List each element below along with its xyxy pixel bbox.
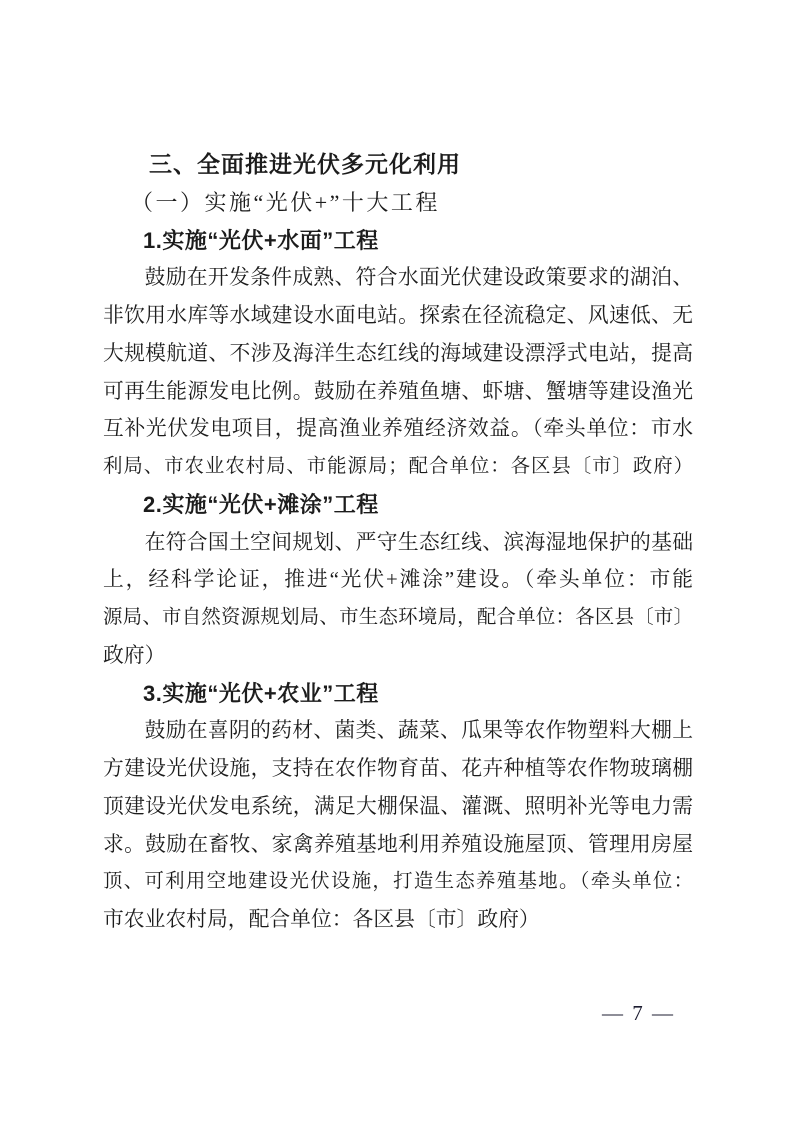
text-line: 非饮用水库等水域建设水面电站。探索在径流稳定、风速低、无 <box>103 304 693 327</box>
text-line: 顶建设光伏发电系统，满足大棚保温、灌溉、照明补光等电力需 <box>103 794 693 818</box>
text-line: 可再生能源发电比例。鼓励在养殖鱼塘、虾塘、蟹塘等建设渔光 <box>103 379 693 403</box>
document-body <box>103 222 693 939</box>
text-line: 源局、市自然资源规划局、市生态环境局，配合单位：各区县〔市〕 <box>103 607 693 628</box>
text-line: 上，经科学论证，推进“光伏+滩涂”建设。（牵头单位：市能 <box>103 568 693 592</box>
document-content <box>103 146 693 939</box>
text-line: 求。鼓励在畜牧、家禽养殖基地利用养殖设施屋顶、管理用房屋 <box>103 832 693 856</box>
text-line: 方建设光伏设施，支持在农作物育苗、花卉种植等农作物玻璃棚 <box>103 757 693 780</box>
text-line: 鼓励在喜阴的药材、菌类、蔬菜、瓜果等农作物塑料大棚上 <box>144 719 693 743</box>
project-heading-2: 2.实施“光伏+滩涂”工程 <box>143 491 379 517</box>
project-heading-3: 3.实施“光伏+农业”工程 <box>143 680 379 706</box>
text-line: 利局、市农业农村局、市能源局；配合单位：各区县〔市〕政府） <box>103 456 693 477</box>
project-heading-1: 1.实施“光伏+水面”工程 <box>143 227 379 253</box>
text-line: 政府） <box>103 643 166 667</box>
text-line: 互补光伏发电项目，提高渔业养殖经济效益。（牵头单位：市水 <box>103 417 693 441</box>
text-line: 市农业农村局，配合单位：各区县〔市〕政府） <box>103 908 540 931</box>
text-line: 在符合国土空间规划、严守生态红线、滨海湿地保护的基础 <box>144 530 693 554</box>
subsection-heading: （一）实施“光伏+”十大工程 <box>131 189 440 215</box>
text-line: 鼓励在开发条件成熟、符合水面光伏建设政策要求的湖泊、 <box>144 266 693 290</box>
text-line: 大规模航道、不涉及海洋生态红线的海域建设漂浮式电站，提高 <box>103 341 693 365</box>
text-line: 顶、可利用空地建设光伏设施，打造生态养殖基地。（牵头单位： <box>103 871 693 893</box>
section-heading: 三、全面推进光伏多元化利用 <box>149 151 461 177</box>
page-number: — 7 — <box>602 1001 675 1025</box>
